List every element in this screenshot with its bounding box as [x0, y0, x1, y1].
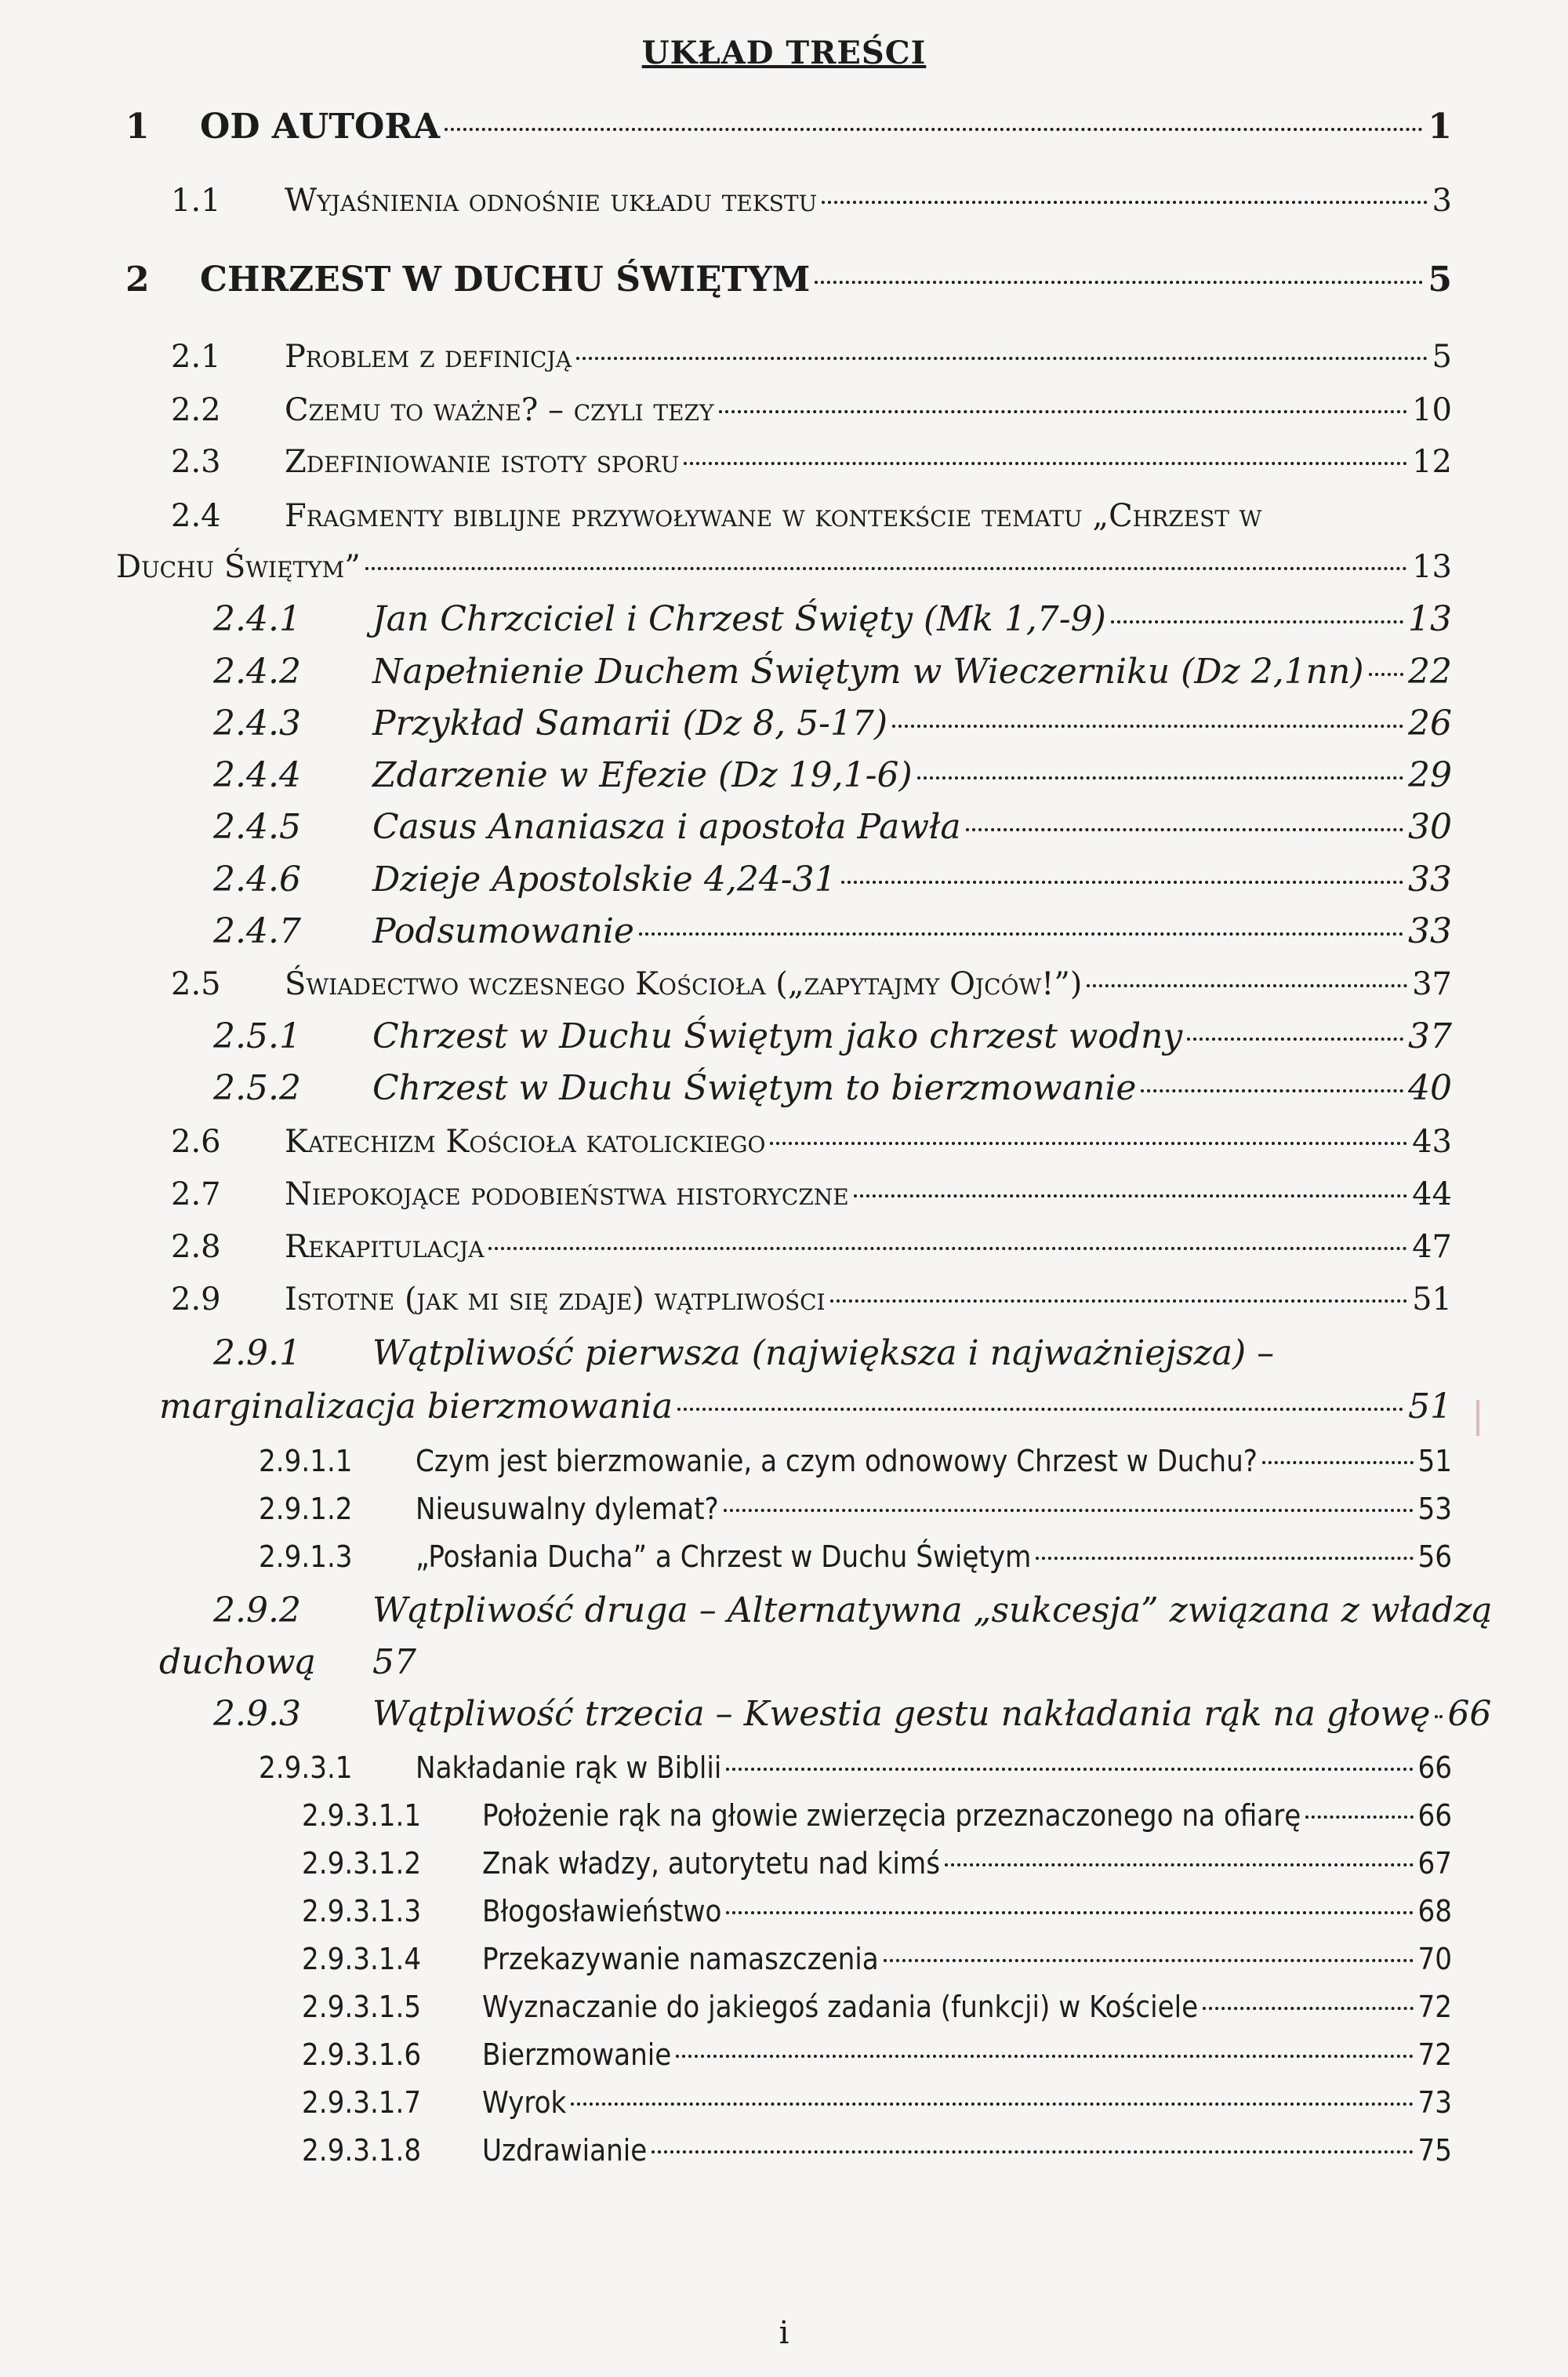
- toc-entry[interactable]: 2.4.2 Napełnienie Duchem Świętym w Wieczerniku (Dz 2,1nn) 22: [213, 652, 1452, 692]
- leader-dots: [822, 201, 1427, 204]
- toc-entry[interactable]: 2.9.3.1.4 Przekazywanie namaszczenia 70: [302, 1942, 1452, 1976]
- leader-dots: [1435, 1715, 1443, 1718]
- leader-dots: [488, 1247, 1407, 1250]
- leader-dots: [1036, 1557, 1413, 1560]
- toc-entry-line2[interactable]: duchową 57: [159, 1642, 416, 1682]
- leader-dots: [945, 1863, 1413, 1866]
- leader-dots: [884, 1959, 1414, 1962]
- toc-entry[interactable]: 2.9 Istotne (jak mi się zdaje) wątpliwości 51: [171, 1281, 1452, 1318]
- leader-dots: [1141, 1089, 1403, 1092]
- toc-entry-line1[interactable]: 2.9.1 Wątpliwość pierwsza (największa i najważniejsza) –: [213, 1333, 1275, 1373]
- toc-entry[interactable]: 2 CHRZEST W DUCHU ŚWIĘTYM 5: [125, 260, 1452, 300]
- toc-entry[interactable]: 2.5.2 Chrzest w Duchu Świętym to bierzmowanie 40: [213, 1068, 1452, 1108]
- toc-entry[interactable]: 1 OD AUTORA 1: [125, 107, 1452, 147]
- toc-entry[interactable]: 2.8 Rekapitulacja 47: [171, 1229, 1452, 1265]
- leader-dots: [724, 1509, 1414, 1512]
- leader-dots: [815, 281, 1423, 284]
- leader-dots: [770, 1142, 1407, 1145]
- toc-entry-line2[interactable]: marginalizacja bierzmowania 51: [159, 1387, 1452, 1427]
- toc-entry[interactable]: 2.9.1.2 Nieusuwalny dylemat? 53: [259, 1492, 1452, 1526]
- leader-dots: [639, 932, 1403, 936]
- leader-dots: [676, 2055, 1413, 2058]
- toc-entry[interactable]: 2.5.1 Chrzest w Duchu Świętym jako chrzest wodny 37: [213, 1016, 1452, 1056]
- leader-dots: [719, 410, 1408, 413]
- leader-dots: [1262, 1461, 1414, 1464]
- toc-entry[interactable]: 2.9.3 Wątpliwość trzecia – Kwestia gestu nakładania rąk na głowę 66: [213, 1694, 1492, 1734]
- toc-entry[interactable]: 2.9.3.1.7 Wyrok 73: [302, 2085, 1452, 2120]
- toc-entry[interactable]: 2.4.1 Jan Chrzciciel i Chrzest Święty (Mk 1,7-9) 13: [213, 599, 1452, 639]
- toc-entry[interactable]: 2.5 Świadectwo wczesnego Kościoła („zapytajmy Ojców!”) 37: [171, 966, 1452, 1002]
- toc-entry[interactable]: 2.9.1.1 Czym jest bierzmowanie, a czym odnowowy Chrzest w Duchu? 51: [259, 1444, 1452, 1478]
- leader-dots: [1187, 1038, 1403, 1041]
- toc-entry-line1[interactable]: 2.4 Fragmenty biblijne przywoływane w kontekście tematu „Chrzest w: [171, 498, 1262, 534]
- leader-dots: [841, 881, 1403, 884]
- margin-mark: [1476, 1400, 1479, 1436]
- leader-dots: [365, 567, 1407, 570]
- page-number: i: [779, 2315, 789, 2351]
- toc-entry[interactable]: 2.7 Niepokojące podobieństwa historyczne 44: [171, 1176, 1452, 1212]
- leader-dots: [854, 1194, 1407, 1198]
- toc-entry[interactable]: 2.4.7 Podsumowanie 33: [213, 911, 1452, 951]
- leader-dots: [1087, 984, 1407, 987]
- toc-entry[interactable]: 2.6 Katechizm Kościoła katolickiego 43: [171, 1124, 1452, 1160]
- leader-dots: [652, 2150, 1413, 2153]
- leader-dots: [966, 828, 1403, 831]
- toc-entry[interactable]: 2.1 Problem z definicją 5: [171, 339, 1452, 375]
- leader-dots: [726, 1768, 1413, 1771]
- leader-dots: [726, 1911, 1413, 1914]
- toc-entry[interactable]: 2.2 Czemu to ważne? – czyli tezy 10: [171, 392, 1452, 428]
- leader-dots: [892, 725, 1403, 728]
- leader-dots: [445, 128, 1423, 131]
- toc-entry[interactable]: 2.9.3.1.1 Położenie rąk na głowie zwierzęcia przeznaczonego na ofiarę 66: [302, 1798, 1452, 1833]
- toc-entry[interactable]: 2.9.3.1 Nakładanie rąk w Biblii 66: [259, 1750, 1452, 1785]
- toc-entry[interactable]: 2.9.3.1.3 Błogosławieństwo 68: [302, 1894, 1452, 1928]
- leader-dots: [1369, 673, 1403, 676]
- toc-entry[interactable]: 2.9.3.1.5 Wyznaczanie do jakiegoś zadania (funkcji) w Kościele 72: [302, 1990, 1452, 2024]
- toc-entry-line2[interactable]: Duchu Świętym” 13: [116, 549, 1452, 585]
- leader-dots: [576, 357, 1428, 360]
- toc-title: UKŁAD TREŚCI: [641, 35, 927, 71]
- leader-dots: [1305, 1815, 1413, 1819]
- leader-dots: [684, 462, 1407, 465]
- leader-dots: [1111, 620, 1403, 623]
- leader-dots: [677, 1408, 1403, 1411]
- toc-entry[interactable]: 2.9.3.1.8 Uzdrawianie 75: [302, 2133, 1452, 2168]
- toc-entry[interactable]: 2.4.5 Casus Ananiasza i apostoła Pawła 30: [213, 807, 1452, 847]
- toc-entry[interactable]: 2.4.3 Przykład Samarii (Dz 8, 5-17) 26: [213, 703, 1452, 743]
- toc-entry[interactable]: 1.1 Wyjaśnienia odnośnie układu tekstu 3: [171, 183, 1452, 219]
- leader-dots: [1203, 2007, 1413, 2010]
- toc-entry[interactable]: 2.9.3.1.2 Znak władzy, autorytetu nad kimś 67: [302, 1846, 1452, 1881]
- toc-entry[interactable]: 2.9.1.3 „Posłania Ducha” a Chrzest w Duchu Świętym 56: [259, 1539, 1452, 1574]
- leader-dots: [917, 776, 1403, 780]
- leader-dots: [571, 2103, 1413, 2106]
- toc-entry[interactable]: 2.9.3.1.6 Bierzmowanie 72: [302, 2037, 1452, 2072]
- toc-entry[interactable]: 2.3 Zdefiniowanie istoty sporu 12: [171, 444, 1452, 480]
- toc-entry[interactable]: 2.4.4 Zdarzenie w Efezie (Dz 19,1-6) 29: [213, 755, 1452, 795]
- leader-dots: [830, 1299, 1407, 1303]
- toc-entry[interactable]: 2.4.6 Dzieje Apostolskie 4,24-31 33: [213, 860, 1452, 900]
- toc-entry-line1[interactable]: 2.9.2 Wątpliwość druga – Alternatywna „sukcesja” związana z władzą: [213, 1590, 1493, 1630]
